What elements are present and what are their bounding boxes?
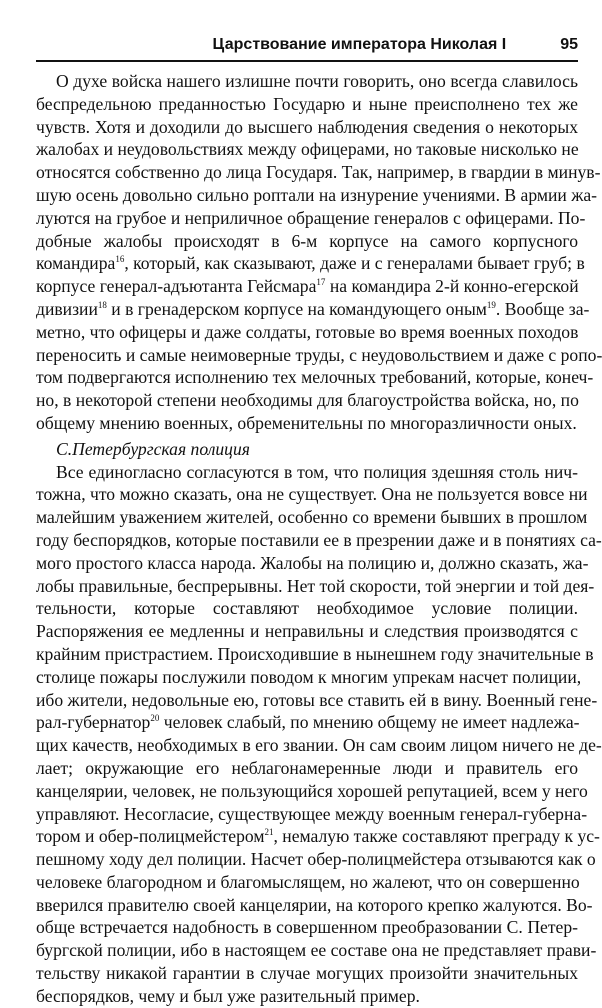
text-line: мого простого класса народа. Жалобы на полицию и, должно сказать, жа- xyxy=(36,552,589,573)
text-line: малейшим уважением жителей, особенно со времени бывших в прошлом xyxy=(36,507,588,528)
running-title: Царствование императора Николая I xyxy=(212,36,507,53)
text-line: переносить и самые неимоверные труды, с неудовольствием и даже с ропо- xyxy=(36,344,602,365)
text-segment: , немалую также составляют преграду к ус- xyxy=(273,826,600,847)
text-line: жалобах и неудовольствиях между офицерами, но таковые нисколько не xyxy=(36,139,579,160)
page-number: 95 xyxy=(560,36,578,53)
text-line: ибо жители, недовольные ею, готовы все ставить ей в вину. Военный гене- xyxy=(36,689,598,710)
paragraph-police xyxy=(36,461,602,1008)
text-line xyxy=(36,825,600,848)
text-segment: дивизии xyxy=(36,298,98,319)
footnote-ref: 16 xyxy=(115,254,125,265)
text-line: шую осень довольно сильно роптали на изнурение учениями. В армии жа- xyxy=(36,184,598,205)
text-segment: человек слабый, по мнению общему не имеет надлежа- xyxy=(159,712,580,733)
text-line: О духе войска нашего излишне почти говорить, оно всегда славилось xyxy=(56,71,578,91)
text-line xyxy=(36,252,585,275)
text-segment: командира xyxy=(36,253,116,274)
text-line: вверился правителю своей канцелярии, на которого крепко жалуются. Во- xyxy=(36,894,593,915)
footnote-ref: 20 xyxy=(150,713,160,724)
text-segment: , который, как сказывают, даже и с генералами бывает груб; в xyxy=(124,253,585,274)
text-segment: на командира 2-й конно-егерской xyxy=(325,276,579,297)
text-line: тожна, что можно сказать, она не существует. Она не пользуется вовсе ни xyxy=(36,484,588,505)
text-line xyxy=(36,298,590,321)
text-line: луются на грубое и неприличное обращение генералов с офицерами. По- xyxy=(36,207,586,228)
text-line: беспорядков, чему и был уже разительный пример. xyxy=(36,985,420,1006)
footnote-ref: 19 xyxy=(486,300,496,311)
text-segment: рал-губернатор xyxy=(36,712,151,733)
text-line: добные жалобы происходят в 6-м корпусе на самого корпусного xyxy=(36,230,578,251)
text-line: канцелярии, человек, не пользующийся хорошей репутацией, всем у него xyxy=(36,780,588,801)
text-line: обще встречается надобность в совершенном преобразовании С. Петер- xyxy=(36,917,578,938)
text-line: столице пожары послужили поводом к многим упрекам насчет полиции, xyxy=(36,666,582,687)
text-line: чувств. Хотя и доходили до высшего наблюдения сведения о некоторых xyxy=(36,116,578,137)
paragraph-army-spirit xyxy=(36,70,602,435)
text-segment: и в гренадерском корпусе на командующего оным xyxy=(106,298,487,319)
footnote-ref: 21 xyxy=(264,827,274,838)
text-line: лает; окружающие его неблагонамеренные люди и правитель его xyxy=(36,757,578,778)
text-line xyxy=(36,275,578,298)
text-line: году беспорядков, которые поставили ее в презрении даже и в понятиях са- xyxy=(36,529,602,550)
text-line: метно, что офицеры и даже солдаты, готовые во время военных походов xyxy=(36,321,579,342)
text-line: тельству никакой гарантии в случае могущих произойти значительных xyxy=(36,963,578,984)
running-header xyxy=(36,30,578,62)
text-line: щих качеств, необходимых в его звании. Он сам своим лицом ничего не де- xyxy=(36,735,602,756)
page-body xyxy=(36,70,602,1008)
text-line: пешному ходу дел полиции. Насчет обер-полицмейстера отзываются как о xyxy=(36,849,596,870)
text-line: управляют. Несогласие, существующее между военным генерал-губерна- xyxy=(36,803,588,824)
text-segment: тором и обер-полицмейстером xyxy=(36,826,265,847)
text-line: крайним пристрастием. Происходившие в нынешнем году значительные в xyxy=(36,643,594,664)
text-line: беспредельною преданностью Государю и ныне преисполнено тех же xyxy=(36,93,578,114)
text-line xyxy=(36,711,578,734)
text-line: человеке благородном и благомыслящем, но жалеют, что он совершенно xyxy=(36,871,580,892)
text-line: Распоряжения ее медленны и неправильны и следствия производятся с xyxy=(36,621,578,642)
text-line: Все единогласно согласуются в том, что полиция здешняя столь нич- xyxy=(56,461,578,482)
text-line: том подвергаются исполнению тех мелочных требований, которые, конеч- xyxy=(36,367,594,388)
footnote-ref: 17 xyxy=(316,277,326,288)
text-line: общему мнению военных, обременительны по многоразличности оных. xyxy=(36,412,577,433)
text-line: тельности, которые составляют необходимое условие полиции. xyxy=(36,598,578,619)
text-segment: . Вообще за- xyxy=(495,298,590,319)
footnote-ref: 18 xyxy=(97,300,107,311)
text-line: относятся собственно до лица Государя. Так, например, в гвардии в минув- xyxy=(36,162,601,183)
text-line: но, в некоторой степени необходимы для благоустройства войска, но, по xyxy=(36,390,579,411)
text-line: бургской полиции, ибо в настоящем ее составе она не представляет прави- xyxy=(36,940,597,961)
section-heading: С.Петербургская полиция xyxy=(56,438,250,459)
text-segment: корпусе генерал-адъютанта Гейсмара xyxy=(36,276,317,297)
text-line: лобы правильные, беспрерывны. Нет той скорости, той энергии и той дея- xyxy=(36,575,595,596)
